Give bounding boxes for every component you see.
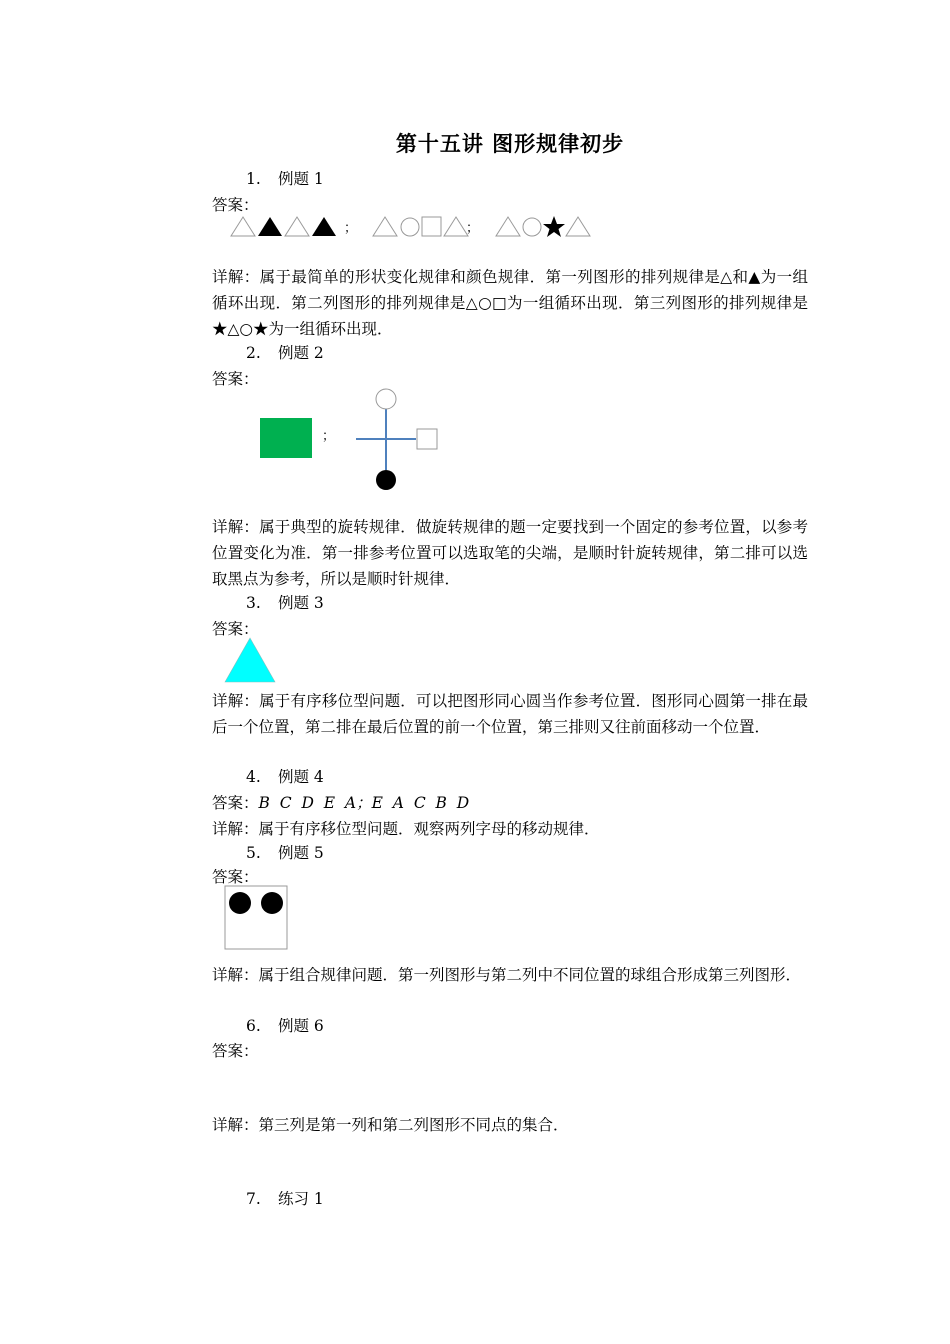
cross-figure (350, 386, 445, 494)
answer-label: 答案： (212, 868, 259, 886)
answer-text: B C D E A；E A C B D (258, 794, 470, 812)
square-outline-icon (422, 217, 441, 236)
triangle-outline-icon (285, 217, 309, 236)
circle-filled-icon (229, 892, 251, 914)
item-heading (246, 340, 324, 366)
answer-separator: ； (344, 221, 358, 236)
triangle-outline-icon (444, 217, 468, 236)
green-rectangle (260, 418, 312, 458)
explanation: 详解：属于组合规律问题．第一列图形与第二列中不同位置的球组合形成第三列图形． (212, 966, 802, 984)
explanation: 详解：属于有序移位型问题．观察两列字母的移动规律． (212, 820, 600, 838)
explanation: 详解：属于典型的旋转规律．做旋转规律的题一定要找到一个固定的参考位置，以参考位置变化为准．第一排参考位置可以选取笔的尖端，是顺时针旋转规律，第二排可以选取黑点为参考，所以是顺时针规律． (212, 518, 808, 588)
item-heading (246, 590, 324, 616)
item-label: 例题 2 (278, 344, 324, 362)
explanation: 详解：属于最简单的形状变化规律和颜色规律．第一列图形的排列规律是△和▲为一组循环出现．第二列图形的排列规律是△○□为一组循环出现．第三列图形的排列规律是★△○★为一组循环出现． (212, 268, 808, 338)
page-title: 第十五讲 图形规律初步 (395, 132, 625, 156)
answer-separator: ； (466, 221, 480, 236)
circle-filled-icon (261, 892, 283, 914)
item-heading (246, 840, 324, 866)
answer-label: 答案： (212, 794, 259, 812)
item-number: 7. (246, 1190, 261, 1208)
answer-separator: ； (322, 429, 336, 444)
triangle-filled-icon (225, 638, 275, 682)
item-label: 例题 4 (278, 768, 324, 786)
cyan-triangle (222, 636, 280, 684)
item-heading (246, 1013, 324, 1039)
item-number: 5. (246, 844, 261, 862)
item-number: 6. (246, 1017, 261, 1035)
triangle-outline-icon (496, 217, 520, 236)
item-number: 1. (246, 170, 261, 188)
answer-label: 答案： (212, 620, 259, 638)
triangle-outline-icon (373, 217, 397, 236)
triangle-outline-icon (231, 217, 255, 236)
item-label: 例题 6 (278, 1017, 324, 1035)
triangle-filled-icon (312, 217, 336, 236)
item-heading (246, 764, 324, 790)
answer-label: 答案： (212, 1042, 259, 1060)
item-label: 例题 1 (278, 170, 324, 188)
item-label: 练习 1 (278, 1190, 324, 1208)
item-heading (246, 166, 324, 192)
answer-label: 答案： (212, 196, 259, 214)
circle-outline-icon (401, 218, 419, 236)
answer-line (212, 790, 469, 816)
answer-shapes-1 (228, 214, 598, 240)
circle-outline-icon (523, 218, 541, 236)
item-number: 4. (246, 768, 261, 786)
item-number: 3. (246, 594, 261, 612)
explanation: 详解：第三列是第一列和第二列图形不同点的集合． (212, 1116, 569, 1134)
circle-filled-icon (376, 470, 396, 490)
triangle-outline-icon (566, 217, 590, 236)
item-label: 例题 3 (278, 594, 324, 612)
item-number: 2. (246, 344, 261, 362)
item-label: 例题 5 (278, 844, 324, 862)
item-heading (246, 1186, 324, 1212)
circle-outline-icon (376, 389, 396, 409)
star-filled-icon (543, 216, 565, 237)
square-outline-icon (417, 429, 437, 449)
answer-label: 答案： (212, 370, 259, 388)
triangle-filled-icon (258, 217, 282, 236)
two-balls-box (224, 884, 290, 952)
explanation: 详解：属于有序移位型问题．可以把图形同心圆当作参考位置．图形同心圆第一排在最后一个位置，第二排在最后位置的前一个位置，第三排则又往前面移动一个位置． (212, 692, 808, 736)
